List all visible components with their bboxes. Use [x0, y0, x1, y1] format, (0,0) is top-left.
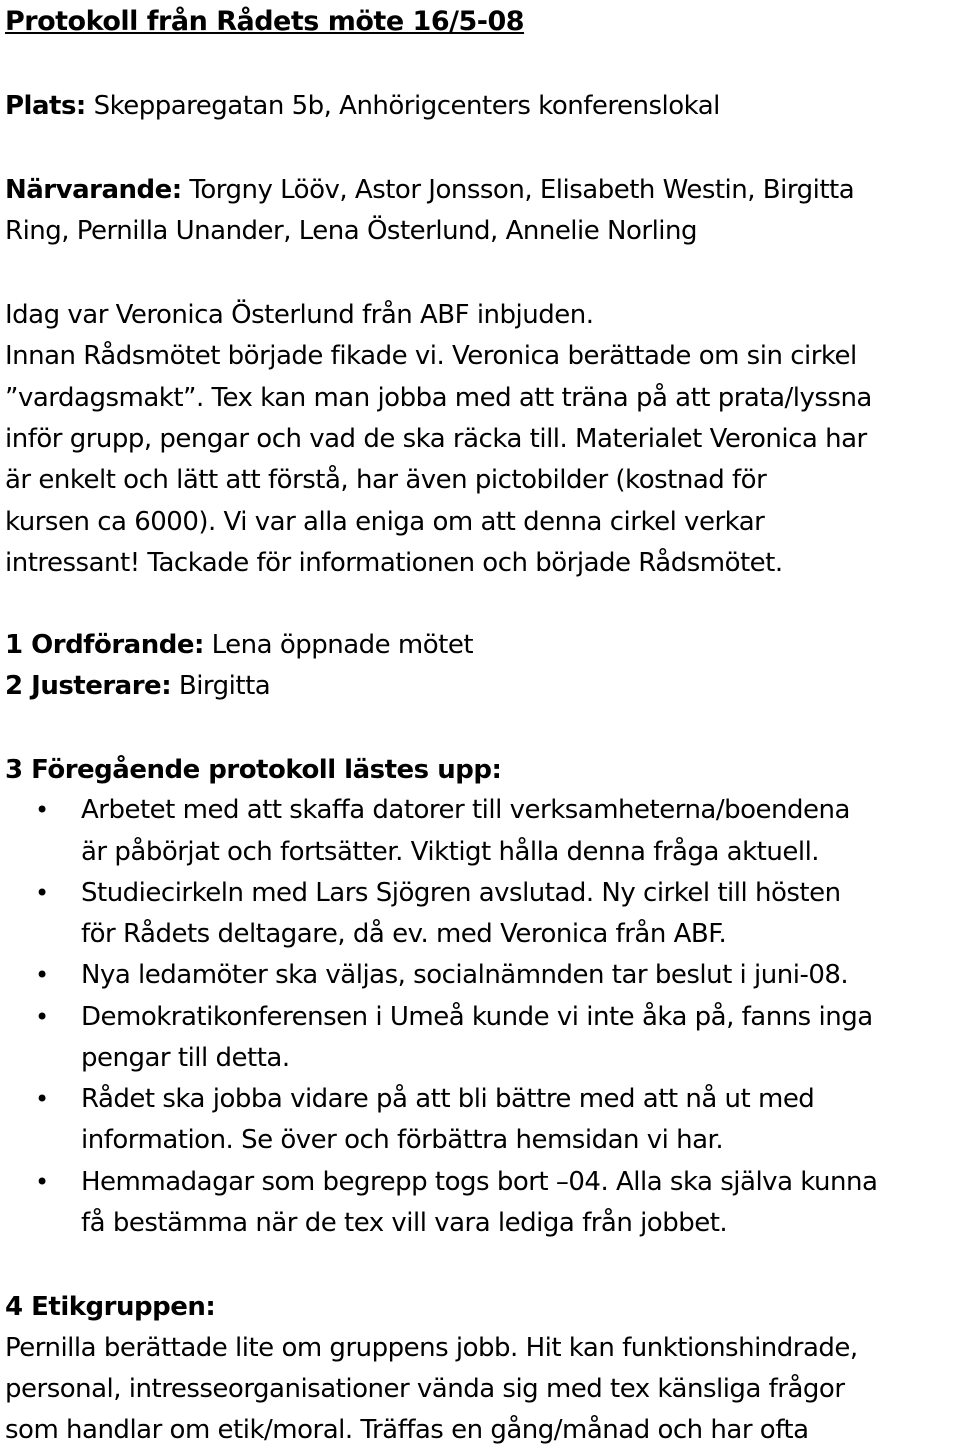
item-etikgruppen-heading: 4 Etikgruppen:: [5, 1292, 216, 1322]
bullet-line: pengar till detta.: [81, 1043, 290, 1073]
plats-line: [5, 86, 720, 126]
bullet-icon: •: [35, 879, 50, 907]
item-ordforande: [5, 625, 473, 665]
narvarande-line-2: Ring, Pernilla Unander, Lena Österlund, Annelie Norling: [5, 216, 697, 246]
bullet-line: Rådet ska jobba vidare på att bli bättre med att nå ut med: [81, 1084, 815, 1114]
bullet-line: få bestämma när de tex vill vara lediga från jobbet.: [81, 1208, 728, 1238]
bullet-line: information. Se över och förbättra hemsidan vi har.: [81, 1125, 724, 1155]
page-title: Protokoll från Rådets möte 16/5-08: [5, 6, 525, 37]
narvarande-line-1: [5, 170, 854, 210]
bullet-line: Studiecirkeln med Lars Sjögren avslutad. Ny cirkel till hösten: [81, 878, 841, 908]
plats-label: Plats:: [5, 91, 86, 121]
intro-line: Idag var Veronica Österlund från ABF inbjuden.: [5, 300, 594, 330]
intro-line: intressant! Tackade för informationen och började Rådsmötet.: [5, 548, 783, 578]
bullet-line: Hemmadagar som begrepp togs bort –04. Alla ska själva kunna: [81, 1167, 878, 1197]
plats-value: Skepparegatan 5b, Anhörigcenters konferenslokal: [85, 91, 720, 121]
narvarande-label: Närvarande:: [5, 175, 182, 205]
bullet-icon: •: [35, 1168, 50, 1196]
bullet-line: är påbörjat och fortsätter. Viktigt hålla denna fråga aktuell.: [81, 837, 820, 867]
justerare-label: 2 Justerare:: [5, 671, 172, 701]
item-justerare: [5, 666, 270, 706]
bullet-icon: •: [35, 1003, 50, 1031]
bullet-icon: •: [35, 1085, 50, 1113]
ordforande-label: 1 Ordförande:: [5, 630, 204, 660]
narvarande-value: Torgny Lööv, Astor Jonsson, Elisabeth Westin, Birgitta: [181, 175, 855, 205]
etik-line: som handlar om etik/moral. Träffas en gång/månad och har ofta: [5, 1415, 809, 1445]
intro-line: är enkelt och lätt att förstå, har även pictobilder (kostnad för: [5, 465, 767, 495]
bullet-line: Demokratikonferensen i Umeå kunde vi inte åka på, fanns inga: [81, 1002, 873, 1032]
justerare-value: Birgitta: [171, 671, 271, 701]
intro-line: Innan Rådsmötet började fikade vi. Veronica berättade om sin cirkel: [5, 341, 857, 371]
ordforande-value: Lena öppnade mötet: [203, 630, 474, 660]
item-foregaende-heading: 3 Föregående protokoll lästes upp:: [5, 755, 502, 785]
bullet-icon: •: [35, 796, 50, 824]
intro-line: ”vardagsmakt”. Tex kan man jobba med att träna på att prata/lyssna: [5, 383, 872, 413]
etik-line: personal, intresseorganisationer vända sig med tex känsliga frågor: [5, 1374, 845, 1404]
etik-line: Pernilla berättade lite om gruppens jobb. Hit kan funktionshindrade,: [5, 1333, 858, 1363]
bullet-icon: •: [35, 961, 50, 989]
bullet-line: Nya ledamöter ska väljas, socialnämnden tar beslut i juni-08.: [81, 960, 849, 990]
intro-line: inför grupp, pengar och vad de ska räcka till. Materialet Veronica har: [5, 424, 867, 454]
bullet-line: för Rådets deltagare, då ev. med Veronica från ABF.: [81, 919, 727, 949]
intro-line: kursen ca 6000). Vi var alla eniga om att denna cirkel verkar: [5, 507, 765, 537]
bullet-line: Arbetet med att skaffa datorer till verksamheterna/boendena: [81, 795, 850, 825]
